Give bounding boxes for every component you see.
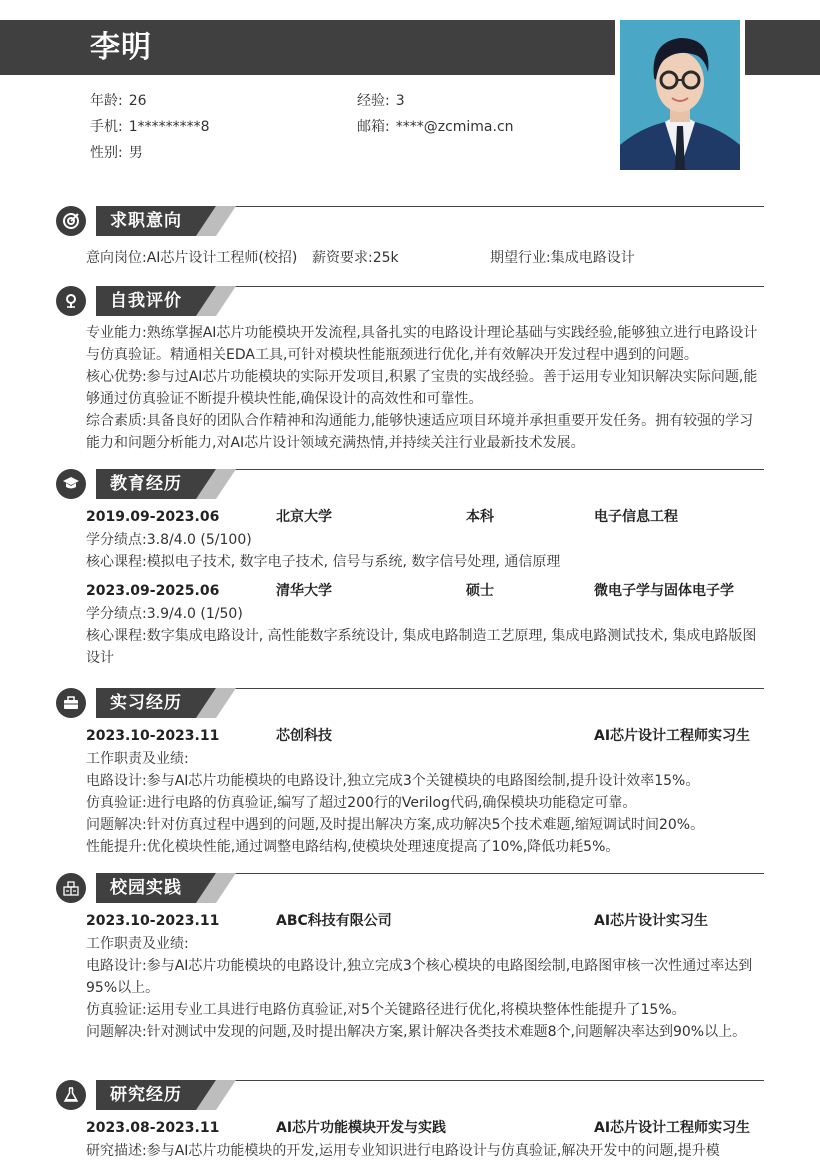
section-job-intent	[56, 206, 766, 269]
education-major: 微电子学与固体电子学	[594, 583, 734, 599]
section-title: 研究经历	[110, 1085, 182, 1105]
internship-line: 电路设计:参与AI芯片功能模块的电路设计,独立完成3个关键模块的电路图绘制,提升设计效率15%。	[86, 773, 700, 789]
research-period: 2023.08-2023.11	[86, 1120, 220, 1136]
internship-line: 工作职责及业绩:	[86, 751, 189, 767]
education-courses: 核心课程:数字集成电路设计, 高性能数字系统设计, 集成电路制造工艺原理, 集成电路测试技术, 集成电路版图设计	[86, 628, 757, 666]
education-major: 电子信息工程	[594, 509, 678, 525]
campus-line: 电路设计:参与AI芯片功能模块的电路设计,独立完成3个核心模块的电路图绘制,电路图审核一次性通过率达到95%以上。	[86, 958, 753, 996]
flask-icon	[56, 1080, 86, 1110]
experience-label: 经验:	[357, 93, 390, 109]
section-header	[56, 286, 766, 318]
section-title: 求职意向	[110, 211, 182, 231]
self-eval-paragraph: 专业能力:熟练掌握AI芯片功能模块开发流程,具备扎实的电路设计理论基础与实践经验,能够独立进行电路设计与仿真验证。精通相关EDA工具,可针对模块性能瓶颈进行优化,并有效解决开发过程中遇到的问题。	[86, 325, 758, 363]
campus-line: 仿真验证:运用专业工具进行电路仿真验证,对5个关键路径进行优化,将模块整体性能提升了15%。	[86, 1002, 686, 1018]
education-row	[86, 505, 766, 529]
research-role: AI芯片设计工程师实习生	[594, 1120, 751, 1136]
internship-company: 芯创科技	[276, 728, 332, 744]
phone-label: 手机:	[90, 119, 123, 135]
section-research	[56, 1080, 766, 1160]
info-age	[90, 91, 147, 111]
candidate-name: 李明	[90, 30, 152, 65]
campus-company: ABC科技有限公司	[276, 913, 392, 929]
section-header	[56, 206, 766, 238]
education-courses: 核心课程:模拟电子技术, 数字电子技术, 信号与系统, 数字信号处理, 通信原理	[86, 554, 561, 570]
flower-icon	[56, 286, 86, 316]
campus-period: 2023.10-2023.11	[86, 913, 220, 929]
email-label: 邮箱:	[357, 119, 390, 135]
section-title: 自我评价	[110, 291, 182, 311]
info-experience	[357, 91, 405, 111]
self-eval-paragraph: 核心优势:参与过AI芯片功能模块的实际开发项目,积累了宝贵的实战经验。善于运用专业知识解决实际问题,能够通过仿真验证不断提升模块性能,确保设计的高效性和可靠性。	[86, 369, 758, 407]
self-eval-paragraph: 综合素质:具备良好的团队合作精神和沟通能力,能够快速适应项目环境并承担重要开发任务。拥有较强的学习能力和问题分析能力,对AI芯片设计领域充满热情,并持续关注行业最新技术发展。	[86, 413, 754, 451]
section-title: 校园实践	[110, 878, 182, 898]
graduation-cap-icon	[56, 469, 86, 499]
education-period: 2019.09-2023.06	[86, 509, 220, 525]
education-degree: 本科	[466, 509, 494, 525]
education-gpa: 学分绩点:3.8/4.0 (5/100)	[86, 532, 252, 548]
section-campus-practice	[56, 873, 766, 1043]
intent-position: 意向岗位:AI芯片设计工程师(校招)	[86, 250, 298, 266]
info-gender	[90, 143, 143, 163]
campus-role: AI芯片设计实习生	[594, 913, 709, 929]
campus-building-icon	[56, 873, 86, 903]
education-school: 北京大学	[276, 509, 332, 525]
education-period: 2023.09-2025.06	[86, 583, 220, 599]
research-project: AI芯片功能模块开发与实践	[276, 1120, 447, 1136]
section-title: 教育经历	[110, 474, 182, 494]
section-title: 实习经历	[110, 693, 182, 713]
header-bar-right	[745, 20, 820, 75]
experience-value: 3	[395, 93, 405, 109]
section-header	[56, 873, 766, 905]
education-row	[86, 579, 766, 603]
education-school: 清华大学	[276, 583, 332, 599]
intent-salary: 薪资要求:25k	[312, 250, 399, 266]
education-gpa: 学分绩点:3.9/4.0 (1/50)	[86, 606, 243, 622]
age-value: 26	[128, 93, 147, 109]
internship-line: 性能提升:优化模块性能,通过调整电路结构,使模块处理速度提高了10%,降低功耗5%。	[86, 839, 620, 855]
research-description: 研究描述:参与AI芯片功能模块的开发,运用专业知识进行电路设计与仿真验证,解决开发中的问题,提升模	[86, 1143, 720, 1159]
info-phone	[90, 117, 210, 137]
section-header	[56, 688, 766, 720]
research-row	[86, 1116, 766, 1140]
section-education	[56, 469, 766, 669]
info-email	[357, 117, 514, 137]
internship-role: AI芯片设计工程师实习生	[594, 728, 751, 744]
campus-row	[86, 909, 766, 933]
email-value: ****@zcmima.cn	[395, 119, 514, 135]
section-internship	[56, 688, 766, 858]
target-icon	[56, 206, 86, 236]
section-header	[56, 1080, 766, 1112]
internship-period: 2023.10-2023.11	[86, 728, 220, 744]
internship-line: 问题解决:针对仿真过程中遇到的问题,及时提出解决方案,成功解决5个技术难题,缩短调试时间20%。	[86, 817, 705, 833]
campus-line: 问题解决:针对测试中发现的问题,及时提出解决方案,累计解决各类技术难题8个,问题解决率达到90%以上。	[86, 1024, 747, 1040]
gender-value: 男	[128, 145, 143, 161]
education-degree: 硕士	[466, 583, 494, 599]
section-header	[56, 469, 766, 501]
section-self-evaluation	[56, 286, 766, 454]
phone-value: 1*********8	[128, 119, 210, 135]
internship-row	[86, 724, 766, 748]
intent-industry: 期望行业:集成电路设计	[490, 250, 635, 266]
age-label: 年龄:	[90, 93, 123, 109]
portrait-illustration	[620, 20, 740, 170]
profile-photo	[620, 20, 740, 170]
campus-line: 工作职责及业绩:	[86, 936, 189, 952]
gender-label: 性别:	[90, 145, 123, 161]
briefcase-icon	[56, 688, 86, 718]
internship-line: 仿真验证:进行电路的仿真验证,编写了超过200行的Verilog代码,确保模块功能稳定可靠。	[86, 795, 637, 811]
